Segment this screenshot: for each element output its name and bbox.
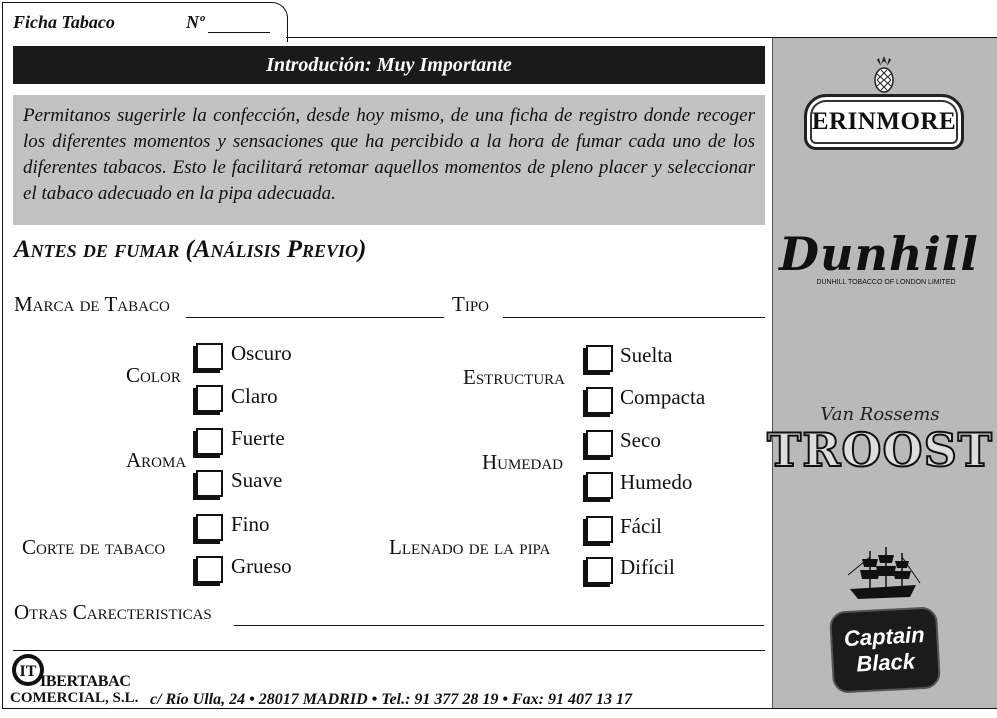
left-border — [2, 40, 3, 708]
humedad-humedo-label: Humedo — [620, 470, 693, 494]
intro-box — [13, 95, 765, 225]
troost-logo — [766, 400, 994, 478]
llenado-label: Llenado de la pipa — [389, 535, 551, 559]
sailing-ship-icon — [846, 545, 922, 603]
aroma-fuerte-label: Fuerte — [231, 426, 285, 450]
llenado-facil-label: Fácil — [620, 514, 662, 538]
form-number-field[interactable] — [208, 32, 270, 33]
corte-grueso-checkbox[interactable] — [196, 556, 223, 583]
captain-black-line1: Captain — [843, 621, 926, 652]
humedad-humedo-checkbox[interactable] — [586, 472, 613, 499]
captain-black-line2: Black — [855, 648, 916, 677]
llenado-dificil-label: Difícil — [620, 555, 675, 579]
otras-extra-line[interactable] — [13, 650, 765, 651]
footer-company: COMERCIAL, S.L. — [10, 690, 139, 706]
humedad-seco-checkbox[interactable] — [586, 430, 613, 457]
erinmore-plaque — [804, 94, 964, 150]
otras-field[interactable] — [234, 604, 764, 626]
ibertabac-logo-letters: IT — [19, 663, 37, 680]
pineapple-crest-icon — [869, 54, 899, 94]
color-oscuro-label: Oscuro — [231, 341, 292, 365]
footer-address: c/ Río Ulla, 24 • 28017 MADRID • Tel.: 91 377 28 19 • Fax: 91 407 13 17 — [150, 691, 632, 708]
intro-text: Permitanos sugerirle la confección, desde hoy mismo, de una ficha de registro donde recoger los diferentes momentos y sensaciones que ha percibido a la hora de fumar cada uno de los diferentes tabacos. Esto le facilitará retomar aquellos momentos de pleno placer y seleccionar el tabaco adecuado en la pipa adecuada. — [23, 105, 755, 204]
section-heading: Antes de fumar (Análisis Previo) — [14, 236, 367, 263]
corte-label: Corte de tabaco — [22, 535, 166, 559]
tipo-label: Tipo — [452, 292, 489, 316]
humedad-seco-label: Seco — [620, 428, 661, 452]
troost-name: TROOST — [766, 422, 994, 477]
color-label: Color — [126, 363, 181, 387]
aroma-suave-checkbox[interactable] — [196, 470, 223, 497]
llenado-facil-checkbox[interactable] — [586, 516, 613, 543]
otras-label: Otras Carecteristicas — [14, 600, 212, 624]
estructura-suelta-label: Suelta — [620, 343, 673, 367]
estructura-compacta-checkbox[interactable] — [586, 387, 613, 414]
llenado-dificil-checkbox[interactable] — [586, 557, 613, 584]
tipo-field[interactable] — [503, 296, 765, 318]
form-tab — [2, 2, 288, 42]
humedad-label: Humedad — [482, 450, 563, 474]
dunhill-name: Dunhill — [779, 226, 979, 281]
dunhill-logo — [779, 222, 979, 292]
erinmore-name: ERINMORE — [811, 108, 957, 135]
form-tab-label: Ficha Tabaco — [13, 12, 115, 32]
aroma-label: Aroma — [126, 448, 187, 472]
form-number-label: Nº — [186, 12, 205, 32]
captain-black-logo — [830, 608, 940, 692]
intro-title-bar — [13, 46, 765, 84]
estructura-compacta-label: Compacta — [620, 385, 706, 409]
color-claro-label: Claro — [231, 384, 278, 408]
footer-brand: IBERTABAC — [40, 673, 131, 690]
marca-label: Marca de Tabaco — [14, 292, 170, 316]
color-claro-checkbox[interactable] — [196, 385, 223, 412]
dunhill-subtitle: DUNHILL TOBACCO OF LONDON LIMITED — [816, 278, 956, 286]
color-oscuro-checkbox[interactable] — [196, 343, 223, 370]
estructura-label: Estructura — [463, 365, 566, 389]
corte-fino-checkbox[interactable] — [196, 514, 223, 541]
marca-field[interactable] — [186, 296, 444, 318]
intro-title: Introdución: Muy Importante — [266, 53, 512, 76]
corte-grueso-label: Grueso — [231, 554, 292, 578]
corte-fino-label: Fino — [231, 512, 270, 536]
estructura-suelta-checkbox[interactable] — [586, 345, 613, 372]
aroma-suave-label: Suave — [231, 468, 283, 492]
captain-black-badge — [829, 606, 941, 694]
troost-script: Van Rossems — [820, 403, 940, 425]
erinmore-logo — [804, 52, 964, 152]
aroma-fuerte-checkbox[interactable] — [196, 428, 223, 455]
